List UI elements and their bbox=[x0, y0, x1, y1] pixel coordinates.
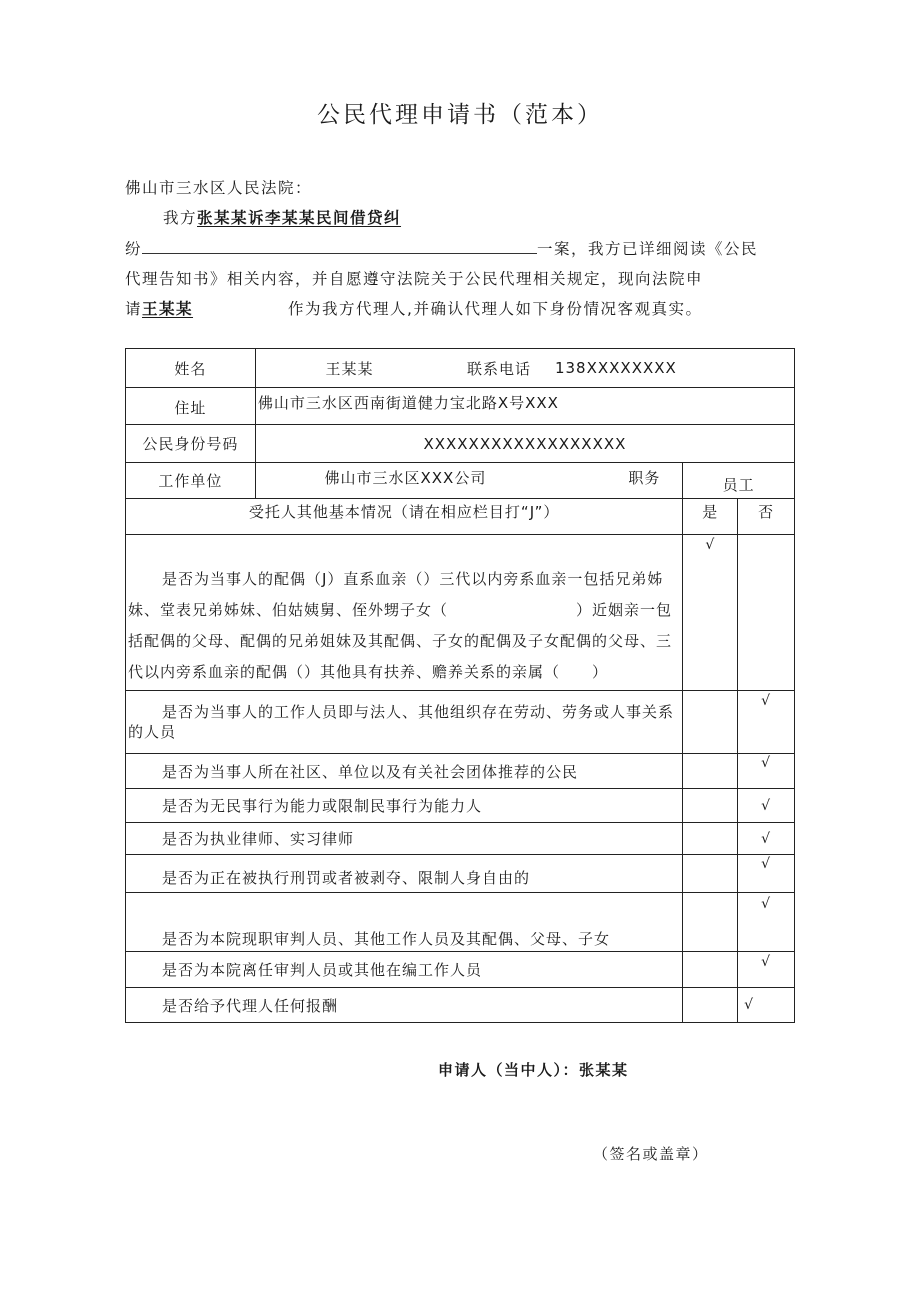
address-row bbox=[126, 388, 795, 425]
page-title: 公民代理申请书（范本） bbox=[317, 102, 603, 128]
case-description: 张某某诉李某某民间借贷纠 bbox=[197, 209, 402, 227]
question-text: 是否为本院离任审判人员或其他在编工作人员 bbox=[126, 952, 683, 988]
no-check-mark: √ bbox=[738, 855, 795, 893]
yes-column-header: 是 bbox=[683, 499, 738, 535]
question-text: 是否为当事人的工作人员即与法人、其他组织存在劳动、劳务或人事关系的人员 bbox=[126, 691, 683, 754]
no-check-mark: √ bbox=[738, 691, 795, 754]
position-label: 职务 bbox=[555, 463, 683, 499]
blank-underline bbox=[142, 239, 537, 254]
question-row-community bbox=[126, 754, 795, 789]
yes-check-cell bbox=[683, 855, 738, 893]
no-check-mark: √ bbox=[738, 754, 795, 789]
intro-line-4-suffix: 作为我方代理人,并确认代理人如下身份情况客观真实。 bbox=[288, 300, 703, 318]
no-check-mark: √ bbox=[738, 988, 795, 1023]
question-text: 是否为本院现职审判人员、其他工作人员及其配偶、父母、子女 bbox=[126, 893, 683, 952]
intro-line-4-prefix: 请 bbox=[125, 300, 143, 318]
no-check-cell bbox=[738, 535, 795, 691]
phone-label: 联系电话 bbox=[443, 349, 555, 388]
no-check-mark: √ bbox=[738, 789, 795, 823]
no-check-mark: √ bbox=[738, 893, 795, 952]
position-value: 员工 bbox=[683, 463, 795, 499]
question-row-remuneration bbox=[126, 988, 795, 1023]
name-row bbox=[126, 349, 795, 388]
question-text: 是否为正在被执行刑罚或者被剥夺、限制人身自由的 bbox=[126, 855, 683, 893]
yes-check-cell bbox=[683, 988, 738, 1023]
address-label: 住址 bbox=[126, 388, 256, 425]
case-continuation: 纷 bbox=[125, 240, 143, 258]
question-text: 是否为当事人的配偶（J）直系血亲（）三代以内旁系血亲一包括兄弟姊妹、堂表兄弟姊妹、伯姑姨舅、侄外甥子女（ ）近姻亲一包括配偶的父母、配偶的兄弟姐妹及其配偶、子女的配偶及子女配偶的父母、三代以内旁系血亲的配偶（）其他具有扶养、赡养关系的亲属（ ） bbox=[126, 535, 683, 691]
intro-line-4 bbox=[125, 297, 702, 319]
id-value: XXXXXXXXXXXXXXXXXX bbox=[255, 425, 794, 463]
intro-line-2-suffix: 一案，我方已详细阅读《公民 bbox=[537, 240, 759, 258]
no-check-mark: √ bbox=[738, 952, 795, 988]
no-check-mark: √ bbox=[738, 823, 795, 855]
id-label: 公民身份号码 bbox=[126, 425, 256, 463]
yes-check-cell bbox=[683, 789, 738, 823]
addressee: 佛山市三水区人民法院： bbox=[125, 179, 313, 197]
yes-check-cell bbox=[683, 893, 738, 952]
question-row-employee bbox=[126, 691, 795, 754]
question-text: 是否为执业律师、实习律师 bbox=[126, 823, 683, 855]
address-value: 佛山市三水区西南街道健力宝北路X号XXX bbox=[255, 388, 794, 425]
intro-line-1 bbox=[163, 206, 401, 228]
question-text: 是否为当事人所在社区、单位以及有关社会团体推荐的公民 bbox=[126, 754, 683, 789]
no-column-header: 否 bbox=[738, 499, 795, 535]
name-value: 王某某 bbox=[255, 349, 443, 388]
other-header-row bbox=[126, 499, 795, 535]
agent-info-table bbox=[125, 348, 795, 1023]
phone-value: 138XXXXXXXX bbox=[555, 349, 795, 388]
question-row-relatives bbox=[126, 535, 795, 691]
agent-name: 王某某 bbox=[142, 300, 194, 318]
work-row bbox=[126, 463, 795, 499]
intro-line-3: 代理告知书》相关内容，并自愿遵守法院关于公民代理相关规定，现向法院申 bbox=[125, 270, 704, 288]
question-row-custody bbox=[126, 855, 795, 893]
signature-note: （签名或盖章） bbox=[593, 1145, 709, 1163]
intro-prefix: 我方 bbox=[163, 209, 198, 227]
yes-check-cell bbox=[683, 952, 738, 988]
id-row bbox=[126, 425, 795, 463]
work-value: 佛山市三水区XXX公司 bbox=[255, 463, 555, 499]
question-text: 是否为无民事行为能力或限制民事行为能力人 bbox=[126, 789, 683, 823]
question-text: 是否给予代理人任何报酬 bbox=[126, 988, 683, 1023]
intro-line-2 bbox=[125, 237, 758, 259]
applicant-line: 申请人（当中人）：张某某 bbox=[438, 1061, 629, 1079]
yes-check-cell bbox=[683, 754, 738, 789]
question-row-court-staff bbox=[126, 893, 795, 952]
name-label: 姓名 bbox=[126, 349, 256, 388]
yes-check-cell bbox=[683, 823, 738, 855]
question-row-lawyer bbox=[126, 823, 795, 855]
yes-check-cell bbox=[683, 691, 738, 754]
question-row-capacity bbox=[126, 789, 795, 823]
yes-check-mark: √ bbox=[683, 535, 738, 691]
question-row-former-staff bbox=[126, 952, 795, 988]
other-info-header: 受托人其他基本情况（请在相应栏目打“J”） bbox=[126, 499, 683, 535]
work-label: 工作单位 bbox=[126, 463, 256, 499]
